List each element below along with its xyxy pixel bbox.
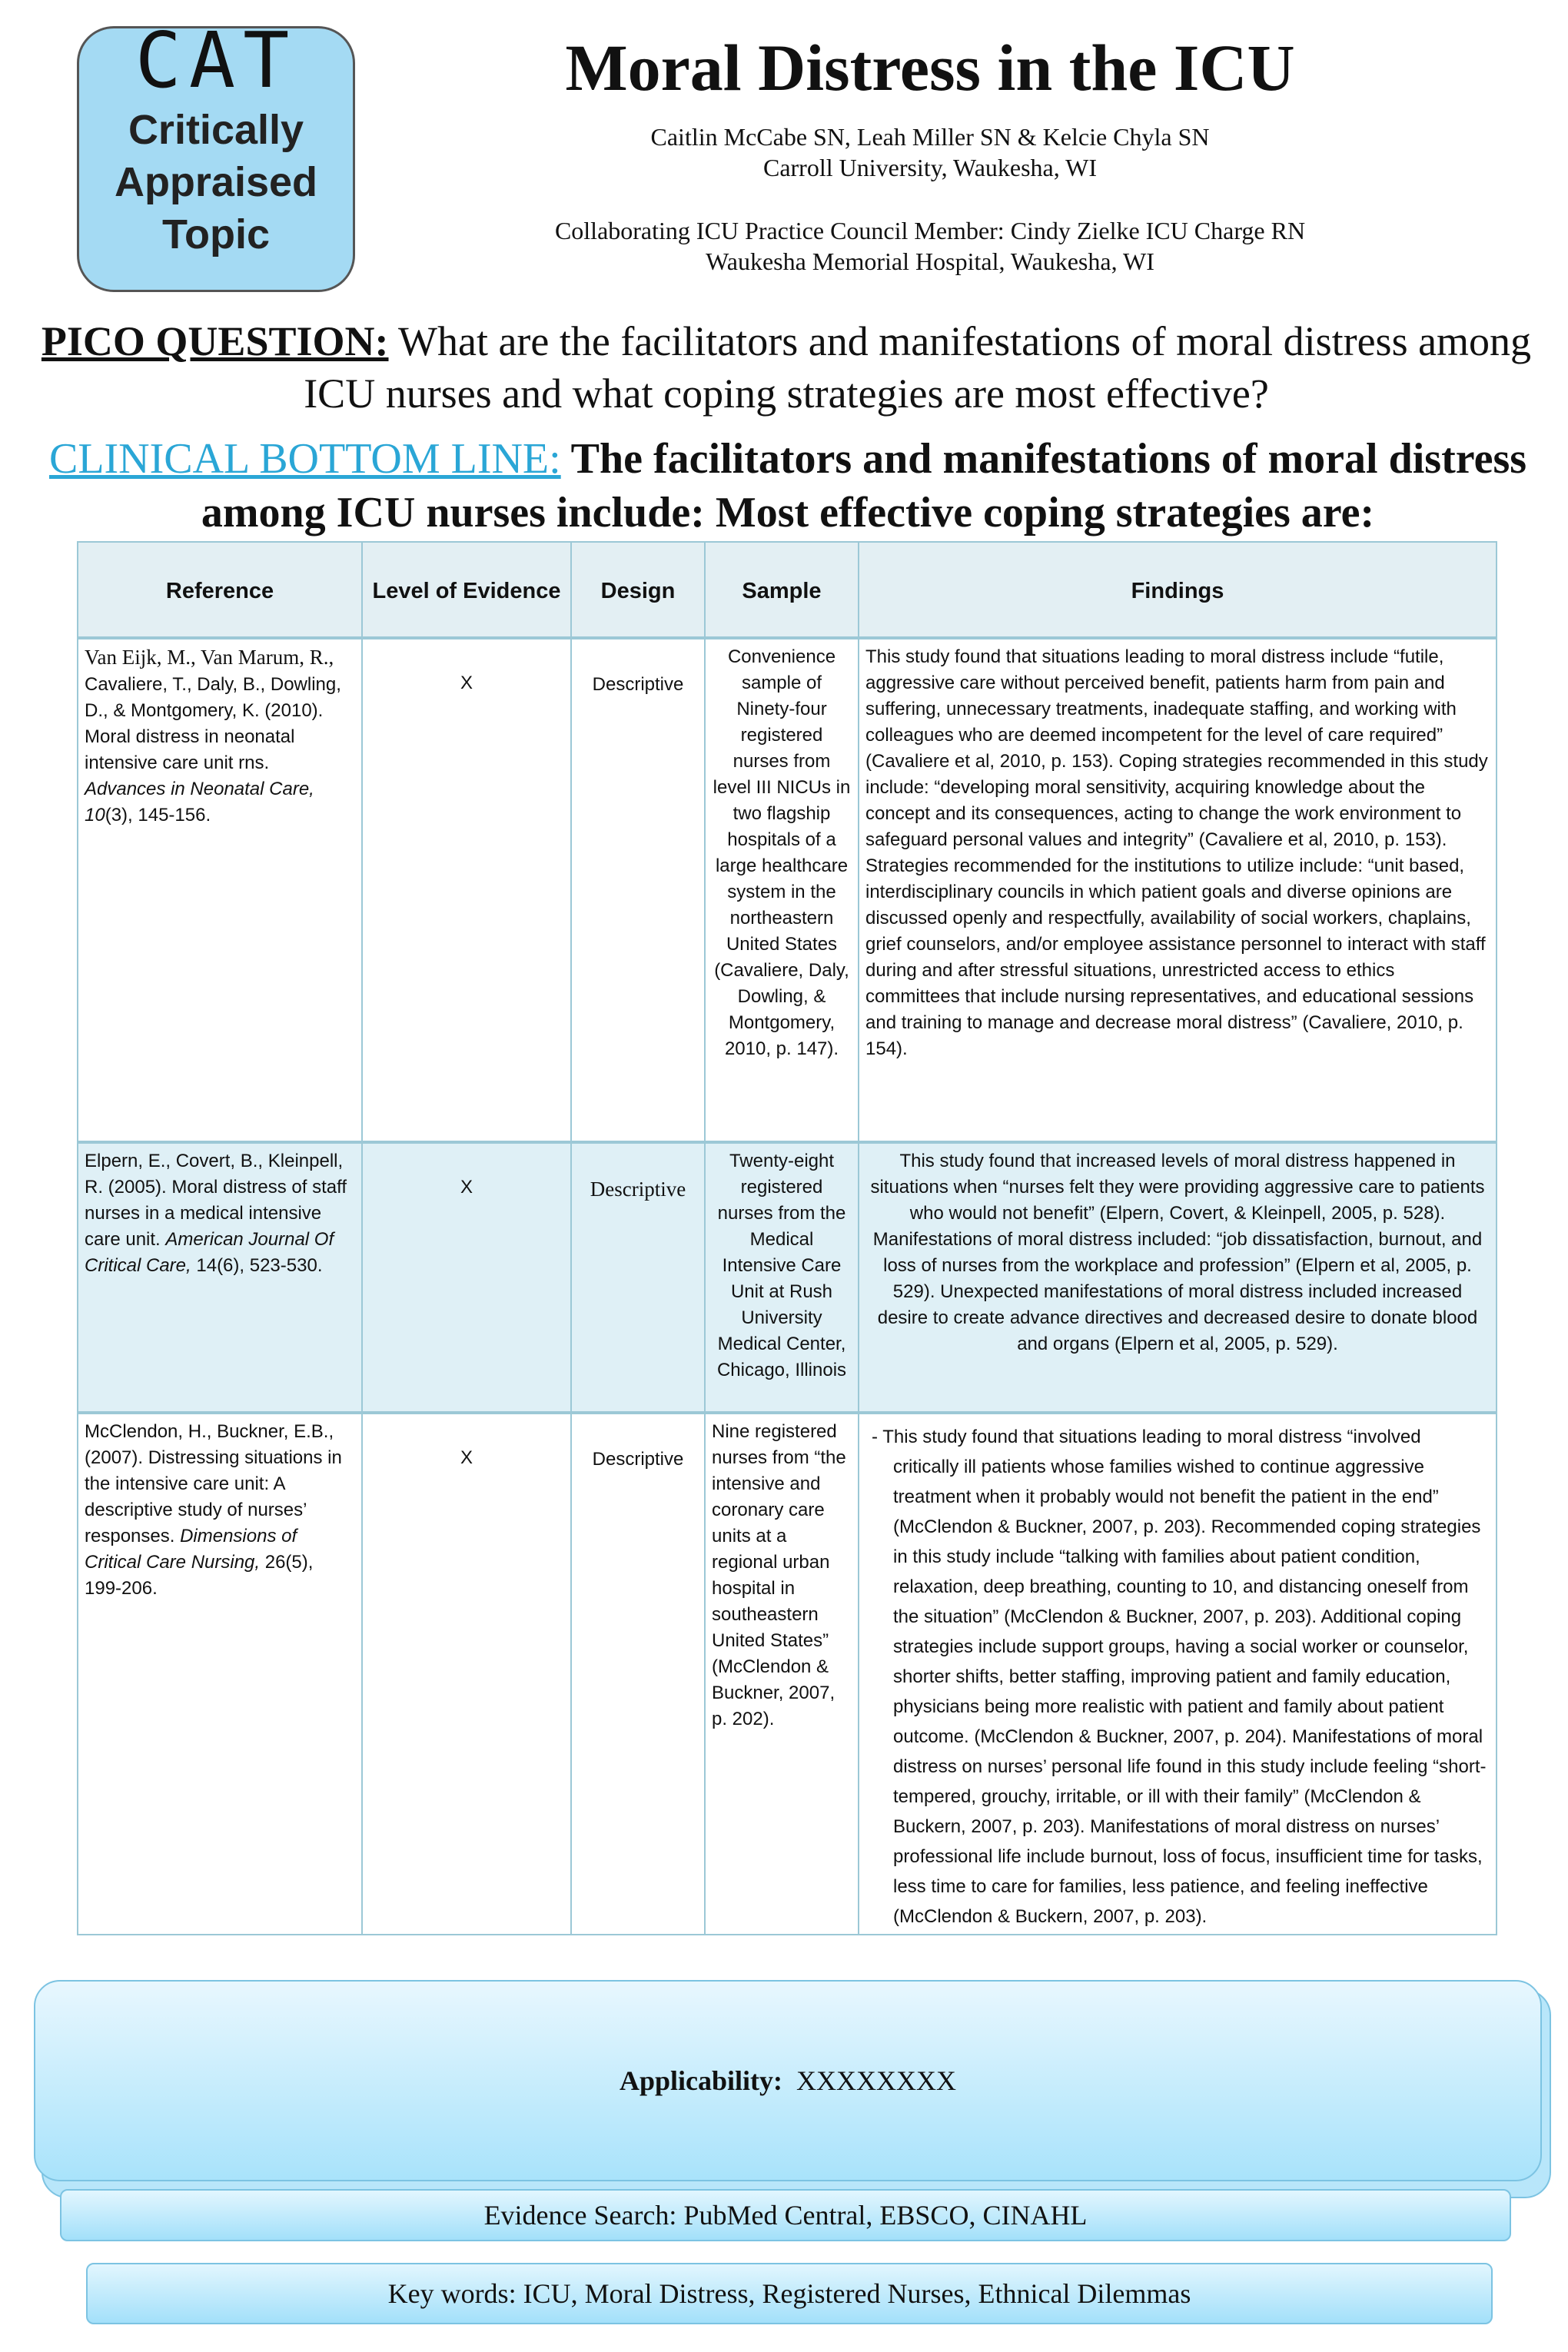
cell-reference: McClendon, H., Buckner, E.B., (2007). Distressing situations in the intensive care unit: A descriptive study of nurses’ responses. Dimensions of Critical Care Nursing, 26(5), 199-206. — [78, 1414, 363, 1934]
bottom-line-label: CLINICAL BOTTOM LINE: — [48, 435, 561, 483]
logo-subtitle: Critically Appraised Topic — [114, 107, 318, 257]
bottom-line-text: The facilitators and manifestations of moral distress among ICU nurses include: Most effective coping strategies are: — [201, 435, 1527, 537]
header-reference: Reference — [78, 543, 363, 639]
cell-sample: Twenty-eight registered nurses from the Medical Intensive Care Unit at Rush University Medical Center, Chicago, Illinois — [706, 1144, 859, 1411]
applicability-value: XXXXXXXX — [796, 2065, 956, 2096]
cell-level: X — [363, 1414, 572, 1934]
page-title: Moral Distress in the ICU — [565, 31, 1295, 105]
header-design: Design — [572, 543, 706, 639]
cell-sample: Convenience sample of Ninety-four registered nurses from level III NICUs in two flagship hospitals of a large healthcare system in the northeastern United States (Cavaliere, Daly, Dowling, & Montgomery, 2010, p. 147). — [706, 639, 859, 1141]
keywords: Key words: ICU, Moral Distress, Registered Nurses, Ethnical Dilemmas — [86, 2263, 1493, 2324]
collaborator-affiliation: Waukesha Memorial Hospital, Waukesha, WI — [706, 247, 1154, 275]
table-row — [77, 1142, 1497, 1413]
pico-text: What are the facilitators and manifestations of moral distress among ICU nurses and what coping strategies are most effective? — [304, 318, 1532, 417]
cell-findings: This study found that increased levels of moral distress happened in situations when “nurses felt they were providing aggressive care to patients who would not benefit” (Elpern, Covert, & Kleinpell, 2005, p. 528). Manifestations of moral distress included: “job dissatisfaction, burnout, and loss of nurses from the workplace and profession” (Elpern et al, 2005, p. 529). Unexpected manifestations of moral distress included increased desire to create advance directives and decreased desire to donate blood and organs (Elpern et al, 2005, p. 529). — [870, 1151, 1485, 1354]
collaborator-block — [430, 215, 1430, 277]
cell-design: Descriptive — [572, 1414, 706, 1934]
cell-design: Descriptive — [572, 1144, 706, 1411]
cell-reference: Elpern, E., Covert, B., Kleinpell, R. (2005). Moral distress of staff nurses in a medical intensive care unit. American Journal Of Critical Care, 14(6), 523-530. — [78, 1144, 363, 1411]
collaborator: Collaborating ICU Practice Council Member: Cindy Zielke ICU Charge RN — [554, 217, 1306, 244]
applicability-box — [34, 1980, 1542, 2181]
table-row — [77, 1413, 1497, 1935]
header-sample: Sample — [706, 543, 859, 639]
authors-block — [430, 121, 1430, 183]
table-row — [77, 638, 1497, 1142]
cell-findings: - This study found that situations leading to moral distress “involved critically ill patients whose families wished to continue aggressive treatment when it probably would not benefit the patient in the end” (McClendon & Buckner, 2007, p. 203). Recommended coping strategies in this study include “talking with families about patient condition, relaxation, deep breathing, counting to 10, and distancing oneself from the situation” (McClendon & Buckner, 2007, p. 203). Additional coping strategies include support groups, having a social worker or counselor, shorter shifts, better staffing, improving patient and family education, physicians being more realistic with patient and family about patient outcome. (McClendon & Buckner, 2007, p. 204). Manifestations of moral distress on nurses’ personal life found in this study include feeling “short-tempered, grouchy, irritable, or ill with their family” (McClendon & Buckern, 2007, p. 203). Manifestations of moral distress on nurses’ professional life include burnout, loss of focus, insufficient time for tasks, less time to care for families, less patience, and feeling ineffective (McClendon & Buckern, 2007, p. 203). — [872, 1427, 1487, 1927]
table-header — [77, 541, 1497, 638]
cat-logo — [77, 15, 355, 292]
cell-design: Descriptive — [572, 639, 706, 1141]
cell-sample: Nine registered nurses from “the intensive and coronary care units at a regional urban hospital in southeastern United States” (McClendon & Buckner, 2007, p. 202). — [706, 1414, 859, 1934]
header-level: Level of Evidence — [363, 543, 572, 639]
clinical-bottom-line — [15, 432, 1560, 540]
pico-question — [22, 315, 1551, 420]
affiliation: Carroll University, Waukesha, WI — [762, 154, 1098, 181]
cell-reference: Van Eijk, M., Van Marum, R., Cavaliere, T., Daly, B., Dowling, D., & Montgomery, K. (2010). Moral distress in neonatal intensive care unit rns. Advances in Neonatal Care, 10(3), 145-156. — [78, 639, 363, 1141]
logo-word: CAT — [135, 15, 297, 105]
pico-label: PICO QUESTION: — [41, 318, 389, 364]
evidence-search: Evidence Search: PubMed Central, EBSCO, CINAHL — [60, 2189, 1511, 2241]
cell-level: X — [363, 1144, 572, 1411]
authors: Caitlin McCabe SN, Leah Miller SN & Kelcie Chyla SN — [650, 123, 1210, 151]
applicability-label: Applicability: — [619, 2065, 783, 2096]
cell-findings: This study found that situations leading to moral distress include “futile, aggressive care without perceived benefit, patients harm from pain and suffering, unnecessary treatments, inadequate staffing, and working with colleagues who are deemed incompetent for the level of care required” (Cavaliere et al, 2010, p. 153). Coping strategies recommended in this study include: “developing moral sensitivity, acquiring knowledge about the concept and its consequences, acting to change the work environment to safeguard personal values and integrity” (Cavaliere et al, 2010, p. 153). Strategies recommended for the institutions to utilize include: “unit based, interdisciplinary councils in which patient goals and diverse opinions are discussed openly and respectfully, availability of social workers, chaplains, grief counselors, and/or employee assistance personnel to interact with staff during and after stressful situations, unrestricted access to ethics committees that include nursing representatives, and educational sessions and training to manage and decrease moral distress” (Cavaliere, 2010, p. 154). — [865, 646, 1488, 1059]
header-findings: Findings — [1131, 579, 1224, 603]
cell-level: X — [363, 639, 572, 1141]
